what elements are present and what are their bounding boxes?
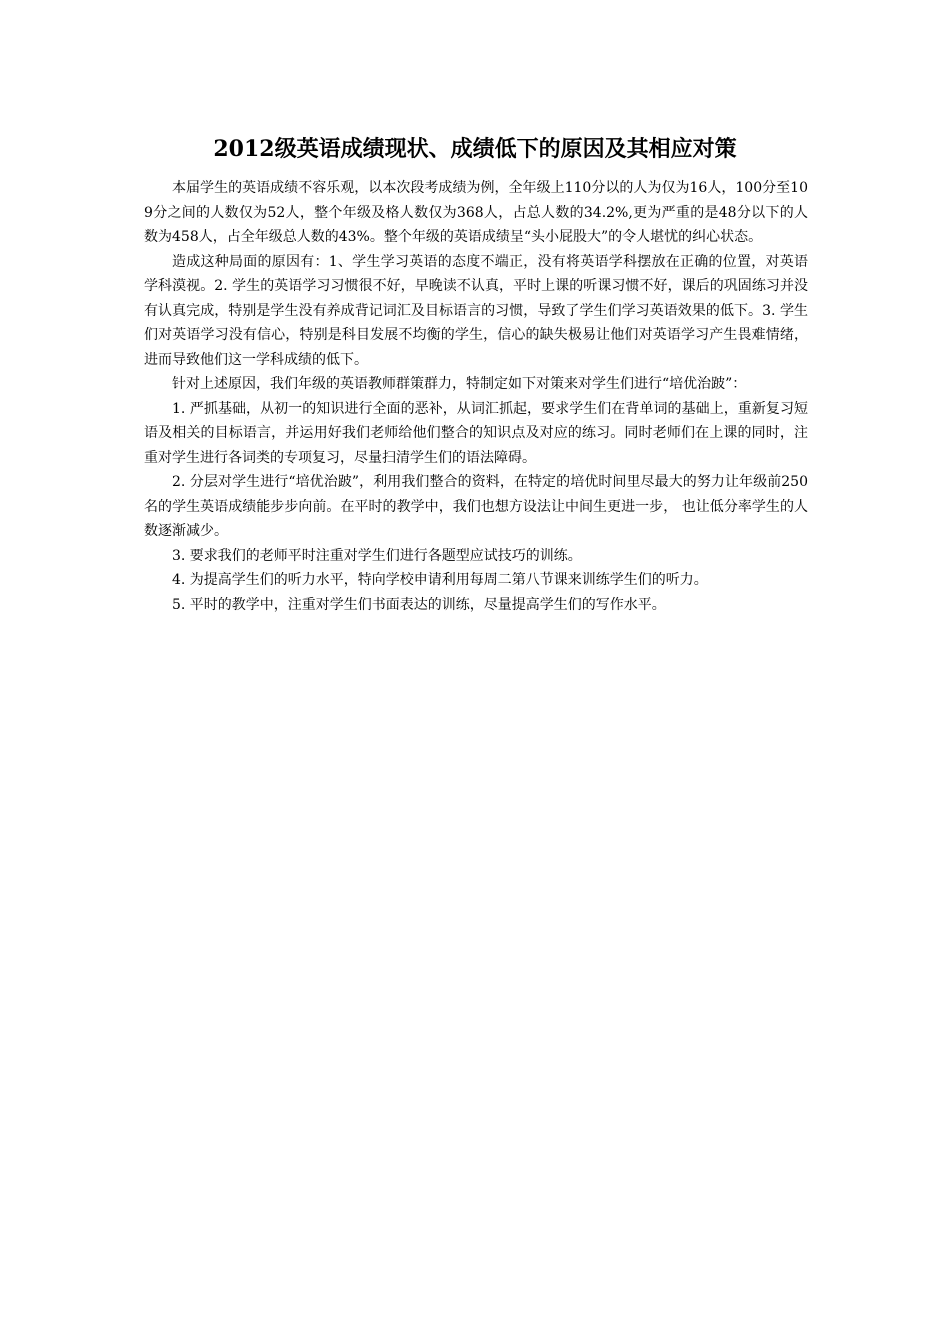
document-title: 2012级英语成绩现状、成绩低下的原因及其相应对策 [213, 136, 737, 162]
paragraph-measure-1: 1. 严抓基础，从初一的知识进行全面的恶补，从词汇抓起，要求学生们在背单词的基础上，重新复习短语及相关的目标语言，并运用好我们老师给他们整合的知识点及对应的练习。同时老师们在上课的同时，注重对学生进行各词类的专项复习，尽量扫清学生们的语法障碍。 [144, 400, 808, 466]
document-body [144, 176, 808, 617]
paragraph-measure-3: 3. 要求我们的老师平时注重对学生们进行各题型应试技巧的训练。 [172, 547, 582, 564]
paragraph-measure-2: 2. 分层对学生进行“培优治跛”，利用我们整合的资料，在特定的培优时间里尽最大的努力让年级前250名的学生英语成绩能步步向前。在平时的教学中，我们也想方设法让中间生更进一步， 也让低分率学生的人数逐渐减少。 [144, 474, 808, 539]
paragraph-measure-4: 4. 为提高学生们的听力水平，特向学校申请利用每周二第八节课来训练学生们的听力。 [172, 572, 708, 588]
paragraph-countermeasures-intro: 针对上述原因，我们年级的英语教师群策群力，特制定如下对策来对学生们进行“培优治跛”： [172, 376, 747, 392]
paragraph-causes: 造成这种局面的原因有：1、学生学习英语的态度不端正，没有将英语学科摆放在正确的位置，对英语学科漠视。2. 学生的英语学习习惯很不好，早晚读不认真，平时上课的听课习惯不好，课后的巩固练习并没有认真完成，特别是学生没有养成背记词汇及目标语言的习惯，导致了学生们学习英语效果的低下。3. 学生们对英语学习没有信心，特别是科目发展不均衡的学生，信心的缺失极易让他们对英语学习产生畏难情绪，进而导致他们这一学科成绩的低下。 [144, 253, 808, 368]
paragraph-measure-5: 5. 平时的教学中，注重对学生们书面表达的训练，尽量提高学生们的写作水平。 [172, 596, 666, 613]
paragraph-current-status: 本届学生的英语成绩不容乐观，以本次段考成绩为例，全年级上110分以的人为仅为16人，100分至109分之间的人数仅为52人，整个年级及格人数仅为368人，占总人数的34.2%,更为严重的是48分以下的人数为458人，占全年级总人数的43%。整个年级的英语成绩呈“头小屁股大”的令人堪忧的纠心状态。 [144, 180, 808, 245]
